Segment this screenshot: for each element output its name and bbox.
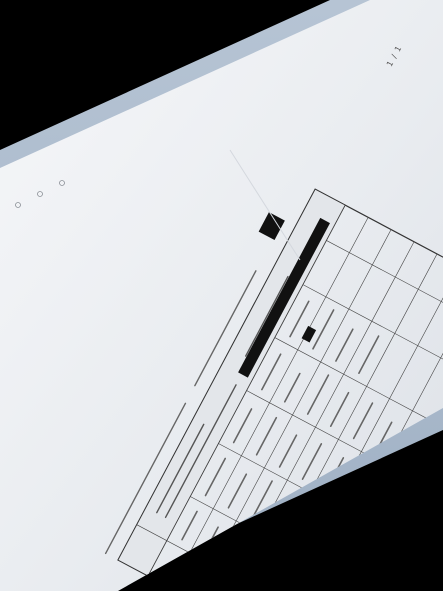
page-number-label: 1 / 1 xyxy=(385,43,404,69)
